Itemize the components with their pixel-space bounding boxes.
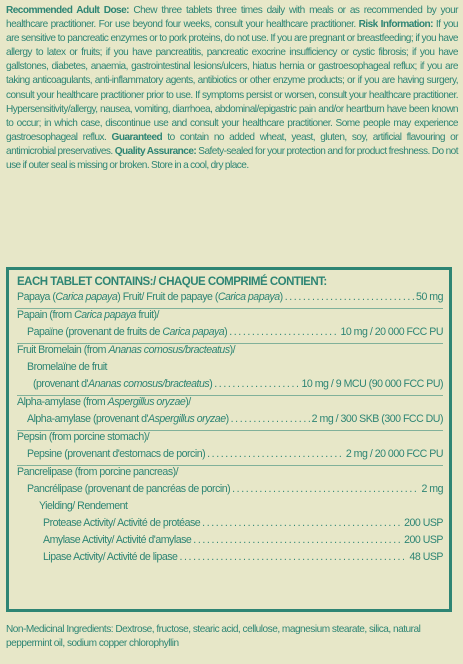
ingredient-row-papaya bbox=[17, 291, 443, 308]
ingredient-row-papain bbox=[17, 309, 443, 326]
papaya-label: Papaya (Carica papaya) Fruit/ Fruit de papaye (Carica papaya) bbox=[17, 291, 283, 303]
papain-label: Papain (from Carica papaya fruit)/ bbox=[17, 309, 159, 321]
pancrelipase-value: 2 mg bbox=[421, 483, 443, 495]
nonmedicinal-ingredients: Non-Medicinal Ingredients: Dextrose, fructose, stearic acid, cellulose, magnesium stearate, silica, natural peppermint oil, sodium copper chlorophyllin bbox=[6, 624, 421, 649]
activity-row-lipase bbox=[17, 551, 443, 568]
papain-fr-label: Papaïne (provenant de fruits de Carica papaya) bbox=[27, 326, 228, 338]
yield-row bbox=[17, 500, 443, 517]
yield-label: Yielding/ Rendement bbox=[39, 500, 128, 512]
ingredient-row-bromelain-fr2 bbox=[17, 378, 443, 395]
activity-row-protease bbox=[17, 517, 443, 534]
ingredient-row-amylase-fr bbox=[17, 413, 443, 430]
row-divider bbox=[17, 343, 443, 344]
bromelain-label: Fruit Bromelain (from Ananas comosus/bracteatus)/ bbox=[17, 344, 236, 356]
ingredients-box bbox=[6, 267, 452, 612]
ingredient-row-papain-fr bbox=[17, 326, 443, 343]
bromelain-value: 10 mg / 9 MCU (90 000 FCC PU) bbox=[301, 378, 443, 390]
pancrelipase-fr-label: Pancrélipase (provenant de pancréas de porcin) bbox=[27, 483, 231, 495]
amylase-fr-label: Alpha-amylase (provenant d'Aspergillus oryzae) bbox=[27, 413, 229, 425]
risk-text: If you are sensitive to pancreatic enzymes or to pork proteins, do not use. If you are pregnant or breastfeeding; if you have allergy to latex or fruits; if you have pancreatitis, pancreatic exocrine insufficiency or cystic fibrosis; if you have gallstones, diabetes, anaemia, gastrointestinal lesions/ulcers, hiatus hernia or gastroesophageal reflux; if you are taking anticoagulants, anti-inflammatory agents, antibiotics or other enzyme products; or if you are having surgery, consult your healthcare practitioner prior to use. If symptoms persist or worsen, consult your healthcare practitioner. Hypersensitivity/allergy, nausea, vomiting, diarrhoea, abdominal/epigastric pain and/or heartburn have been known to occur; in which case, discontinue use and consult your healthcare practitioner. Some people may experience gastroesophageal reflux. bbox=[6, 19, 458, 143]
quality-text: Safety-sealed for your protection and for product freshness. Do not use if outer seal is missing or broken. Store in a cool, dry place. bbox=[6, 145, 458, 172]
leader-dots bbox=[179, 551, 407, 563]
row-divider bbox=[17, 465, 443, 466]
amylase-activity-value: 200 USP bbox=[404, 534, 443, 546]
leader-dots bbox=[193, 534, 402, 546]
leader-dots bbox=[207, 448, 344, 460]
ingredients-title: EACH TABLET CONTAINS:/ CHAQUE COMPRIMÉ CONTIENT: bbox=[17, 276, 327, 288]
dose-label: Recommended Adult Dose: bbox=[6, 5, 129, 16]
protease-value: 200 USP bbox=[404, 517, 443, 529]
leader-dots bbox=[229, 326, 338, 338]
pepsin-fr-label: Pepsine (provenant d'estomacs de porcin) bbox=[27, 448, 206, 460]
ingredient-row-pancrelipase-fr bbox=[17, 483, 443, 500]
bromelain-fr-label: Bromelaïne de fruit bbox=[27, 361, 108, 373]
ingredient-row-pepsin bbox=[17, 431, 443, 448]
guaranteed-label: Guaranteed bbox=[111, 131, 163, 143]
ingredient-row-bromelain bbox=[17, 344, 443, 361]
row-divider bbox=[17, 430, 443, 431]
lipase-value: 48 USP bbox=[409, 551, 443, 563]
quality-label: Quality Assurance: bbox=[114, 145, 197, 157]
pancrelipase-label: Pancrelipase (from porcine pancreas)/ bbox=[17, 466, 179, 478]
bromelain-fr2-label: (provenant d'Ananas comosus/bracteatus) bbox=[33, 378, 213, 390]
amylase-value: 2 mg / 300 SKB (300 FCC DU) bbox=[311, 413, 443, 425]
dose-text: Chew three tablets three times daily with meals or as recommended by your healthcare practitioner. For use beyond four weeks, consult your healthcare practitioner. bbox=[6, 5, 458, 31]
row-divider bbox=[17, 308, 443, 309]
amylase-label: Alpha-amylase (from Aspergillus oryzae)/ bbox=[17, 396, 191, 408]
ingredient-row-pepsin-fr bbox=[17, 448, 443, 465]
directions-text bbox=[6, 4, 458, 173]
leader-dots bbox=[202, 517, 402, 529]
leader-dots bbox=[285, 291, 414, 303]
leader-dots bbox=[231, 413, 310, 425]
leader-dots bbox=[214, 378, 299, 390]
ingredient-row-amylase bbox=[17, 396, 443, 413]
risk-label: Risk Information: bbox=[358, 19, 433, 31]
leader-dots bbox=[232, 483, 419, 495]
ingredient-row-pancrelipase bbox=[17, 466, 443, 483]
pepsin-label: Pepsin (from porcine stomach)/ bbox=[17, 431, 150, 443]
papain-value: 10 mg / 20 000 FCC PU bbox=[340, 326, 443, 338]
pepsin-value: 2 mg / 20 000 FCC PU bbox=[345, 448, 443, 460]
row-divider bbox=[17, 395, 443, 396]
amylase-activity-label: Amylase Activity/ Activité d'amylase bbox=[43, 534, 192, 546]
activity-row-amylase bbox=[17, 534, 443, 551]
guaranteed-text: to contain no added wheat, yeast, gluten, soy, artificial flavouring or antimicrobial preservatives. bbox=[6, 131, 458, 157]
protease-label: Protease Activity/ Activité de protéase bbox=[43, 517, 201, 529]
ingredient-row-bromelain-fr bbox=[17, 361, 443, 378]
lipase-label: Lipase Activity/ Activité de lipase bbox=[43, 551, 178, 563]
papaya-value: 50 mg bbox=[416, 291, 443, 303]
